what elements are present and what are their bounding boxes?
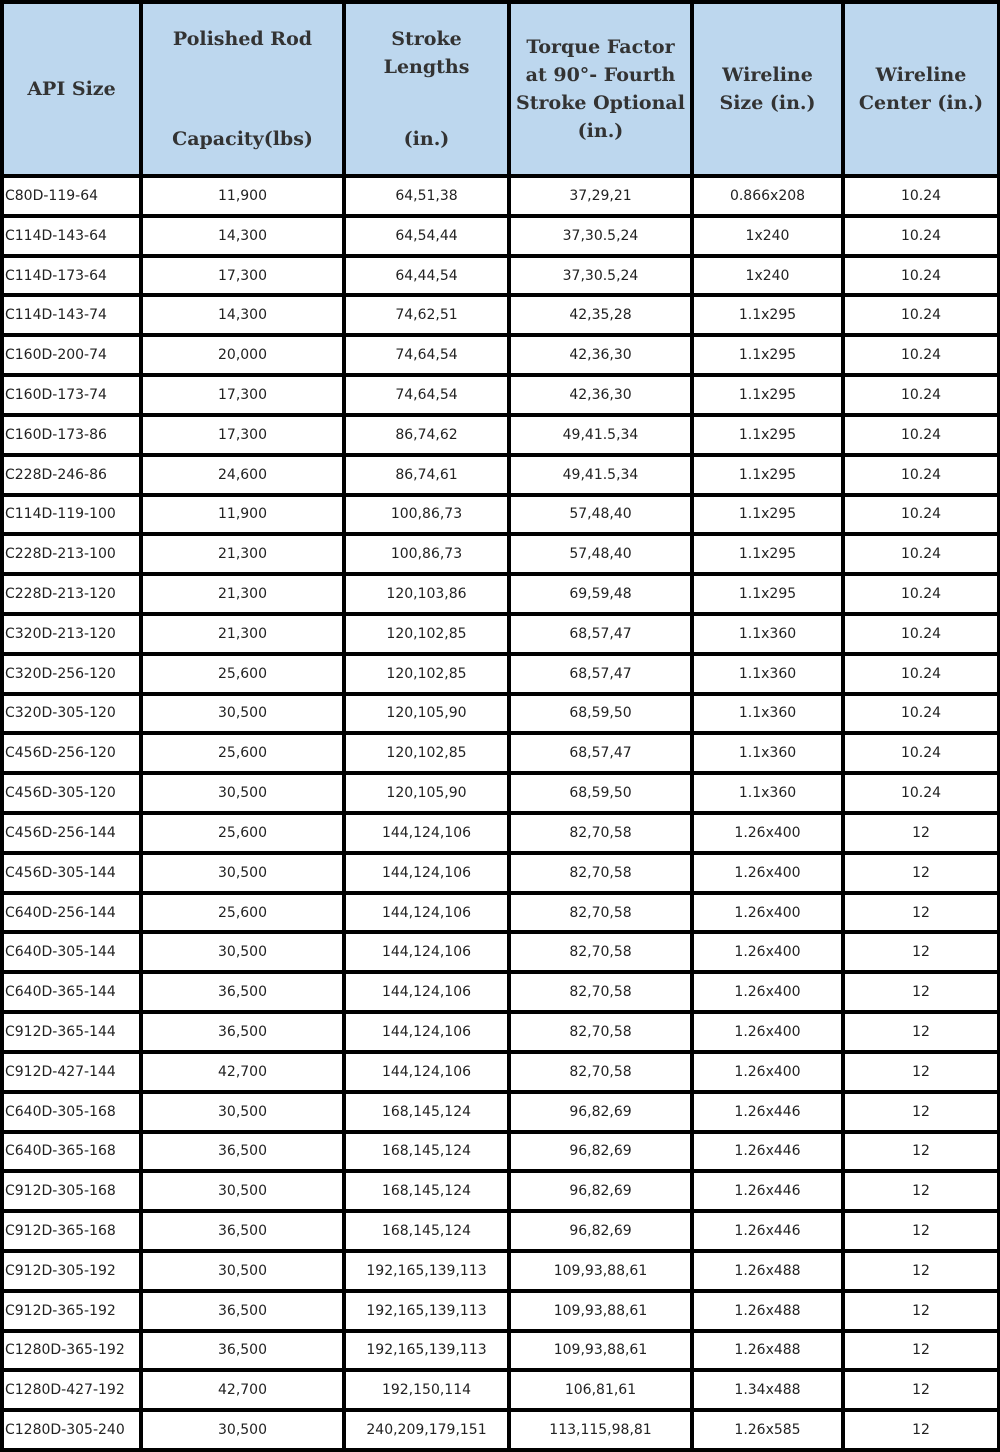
cell-wireline-size: 1.26x400 — [694, 815, 841, 851]
cell-api-size: C228D-213-120 — [4, 576, 139, 612]
cell-wireline-size: 1.26x400 — [694, 934, 841, 970]
header-row — [4, 4, 997, 174]
cell-stroke-lengths: 144,124,106 — [346, 895, 507, 931]
cell-wireline-size: 1.26x400 — [694, 1014, 841, 1050]
cell-wireline-size: 1.1x360 — [694, 735, 841, 771]
table-row — [4, 457, 997, 493]
cell-torque-factor: 68,57,47 — [511, 616, 690, 652]
header-stroke-lengths — [346, 4, 507, 174]
cell-stroke-lengths: 120,102,85 — [346, 616, 507, 652]
cell-api-size: C912D-365-168 — [4, 1213, 139, 1249]
cell-wireline-size: 1.26x400 — [694, 855, 841, 891]
cell-wireline-size: 1.26x488 — [694, 1253, 841, 1289]
cell-wireline-size: 1x240 — [694, 258, 841, 294]
cell-stroke-lengths: 240,209,179,151 — [346, 1412, 507, 1448]
cell-api-size: C456D-256-144 — [4, 815, 139, 851]
table-row — [4, 1014, 997, 1050]
cell-wireline-center: 12 — [845, 1173, 997, 1209]
cell-polished-rod-capacity: 17,300 — [143, 258, 342, 294]
cell-torque-factor: 37,29,21 — [511, 178, 690, 214]
cell-wireline-size: 1.1x360 — [694, 696, 841, 732]
cell-polished-rod-capacity: 11,900 — [143, 178, 342, 214]
cell-polished-rod-capacity: 17,300 — [143, 377, 342, 413]
cell-wireline-size: 1.1x295 — [694, 337, 841, 373]
cell-wireline-center: 10.24 — [845, 536, 997, 572]
table-row — [4, 815, 997, 851]
cell-wireline-size: 1.26x446 — [694, 1134, 841, 1170]
cell-stroke-lengths: 86,74,61 — [346, 457, 507, 493]
cell-stroke-lengths: 168,145,124 — [346, 1134, 507, 1170]
cell-wireline-center: 10.24 — [845, 297, 997, 333]
cell-wireline-center: 12 — [845, 815, 997, 851]
cell-wireline-size: 0.866x208 — [694, 178, 841, 214]
cell-wireline-center: 12 — [845, 1333, 997, 1369]
cell-wireline-size: 1.1x360 — [694, 616, 841, 652]
table-row — [4, 696, 997, 732]
cell-api-size: C320D-213-120 — [4, 616, 139, 652]
cell-polished-rod-capacity: 25,600 — [143, 735, 342, 771]
cell-torque-factor: 68,57,47 — [511, 735, 690, 771]
cell-stroke-lengths: 144,124,106 — [346, 815, 507, 851]
cell-wireline-center: 12 — [845, 1213, 997, 1249]
cell-stroke-lengths: 144,124,106 — [346, 934, 507, 970]
cell-wireline-size: 1x240 — [694, 218, 841, 254]
cell-stroke-lengths: 100,86,73 — [346, 536, 507, 572]
cell-stroke-lengths: 74,64,54 — [346, 377, 507, 413]
cell-wireline-center: 10.24 — [845, 258, 997, 294]
cell-api-size: C114D-119-100 — [4, 497, 139, 533]
cell-polished-rod-capacity: 30,500 — [143, 1173, 342, 1209]
cell-wireline-center: 12 — [845, 855, 997, 891]
cell-torque-factor: 109,93,88,61 — [511, 1333, 690, 1369]
cell-stroke-lengths: 192,165,139,113 — [346, 1333, 507, 1369]
cell-wireline-center: 10.24 — [845, 775, 997, 811]
header-api-size — [4, 4, 139, 174]
cell-api-size: C1280D-365-192 — [4, 1333, 139, 1369]
cell-torque-factor: 96,82,69 — [511, 1213, 690, 1249]
cell-api-size: C456D-256-120 — [4, 735, 139, 771]
cell-api-size: C640D-305-144 — [4, 934, 139, 970]
cell-api-size: C114D-173-64 — [4, 258, 139, 294]
cell-torque-factor: 109,93,88,61 — [511, 1253, 690, 1289]
cell-polished-rod-capacity: 14,300 — [143, 297, 342, 333]
cell-torque-factor: 113,115,98,81 — [511, 1412, 690, 1448]
cell-wireline-size: 1.26x488 — [694, 1293, 841, 1329]
cell-polished-rod-capacity: 42,700 — [143, 1054, 342, 1090]
cell-wireline-center: 12 — [845, 1054, 997, 1090]
cell-stroke-lengths: 64,44,54 — [346, 258, 507, 294]
cell-wireline-center: 10.24 — [845, 616, 997, 652]
cell-stroke-lengths: 100,86,73 — [346, 497, 507, 533]
cell-torque-factor: 69,59,48 — [511, 576, 690, 612]
cell-stroke-lengths: 192,165,139,113 — [346, 1253, 507, 1289]
cell-torque-factor: 37,30.5,24 — [511, 218, 690, 254]
cell-wireline-center: 12 — [845, 1253, 997, 1289]
table-row — [4, 656, 997, 692]
cell-torque-factor: 106,81,61 — [511, 1372, 690, 1408]
table-body — [4, 178, 997, 1448]
cell-wireline-size: 1.26x400 — [694, 1054, 841, 1090]
header-stroke-top: Stroke Lengths — [383, 28, 470, 78]
header-api-size-label: API Size — [27, 78, 116, 100]
cell-api-size: C160D-173-86 — [4, 417, 139, 453]
cell-wireline-center: 10.24 — [845, 457, 997, 493]
cell-polished-rod-capacity: 21,300 — [143, 576, 342, 612]
cell-api-size: C160D-200-74 — [4, 337, 139, 373]
cell-wireline-center: 10.24 — [845, 178, 997, 214]
table-row — [4, 1094, 997, 1130]
cell-torque-factor: 82,70,58 — [511, 1054, 690, 1090]
cell-torque-factor: 57,48,40 — [511, 536, 690, 572]
cell-api-size: C320D-256-120 — [4, 656, 139, 692]
table-row — [4, 1253, 997, 1289]
cell-torque-factor: 68,59,50 — [511, 775, 690, 811]
cell-torque-factor: 82,70,58 — [511, 815, 690, 851]
table-row — [4, 616, 997, 652]
table-row — [4, 735, 997, 771]
cell-stroke-lengths: 144,124,106 — [346, 855, 507, 891]
cell-api-size: C114D-143-64 — [4, 218, 139, 254]
cell-torque-factor: 96,82,69 — [511, 1094, 690, 1130]
cell-wireline-center: 12 — [845, 895, 997, 931]
header-polished-rod-top: Polished Rod — [172, 28, 313, 50]
cell-api-size: C1280D-427-192 — [4, 1372, 139, 1408]
cell-polished-rod-capacity: 25,600 — [143, 815, 342, 851]
cell-torque-factor: 42,36,30 — [511, 377, 690, 413]
cell-stroke-lengths: 86,74,62 — [346, 417, 507, 453]
table-row — [4, 377, 997, 413]
cell-wireline-center: 10.24 — [845, 417, 997, 453]
cell-polished-rod-capacity: 24,600 — [143, 457, 342, 493]
cell-api-size: C912D-427-144 — [4, 1054, 139, 1090]
table-row — [4, 297, 997, 333]
cell-wireline-center: 12 — [845, 1134, 997, 1170]
cell-torque-factor: 68,59,50 — [511, 696, 690, 732]
cell-api-size: C912D-305-168 — [4, 1173, 139, 1209]
cell-polished-rod-capacity: 30,500 — [143, 1253, 342, 1289]
table-row — [4, 218, 997, 254]
cell-wireline-size: 1.1x295 — [694, 297, 841, 333]
cell-wireline-size: 1.1x360 — [694, 775, 841, 811]
cell-polished-rod-capacity: 21,300 — [143, 536, 342, 572]
cell-wireline-center: 12 — [845, 974, 997, 1010]
cell-wireline-center: 12 — [845, 1293, 997, 1329]
cell-torque-factor: 82,70,58 — [511, 974, 690, 1010]
cell-polished-rod-capacity: 36,500 — [143, 1293, 342, 1329]
cell-api-size: C320D-305-120 — [4, 696, 139, 732]
cell-torque-factor: 68,57,47 — [511, 656, 690, 692]
cell-polished-rod-capacity: 36,500 — [143, 1213, 342, 1249]
cell-polished-rod-capacity: 11,900 — [143, 497, 342, 533]
cell-polished-rod-capacity: 30,500 — [143, 696, 342, 732]
cell-wireline-size: 1.34x488 — [694, 1372, 841, 1408]
cell-api-size: C640D-305-168 — [4, 1094, 139, 1130]
cell-wireline-size: 1.26x446 — [694, 1213, 841, 1249]
cell-stroke-lengths: 144,124,106 — [346, 1014, 507, 1050]
cell-wireline-size: 1.1x295 — [694, 497, 841, 533]
cell-stroke-lengths: 144,124,106 — [346, 1054, 507, 1090]
cell-polished-rod-capacity: 25,600 — [143, 895, 342, 931]
cell-api-size: C912D-365-192 — [4, 1293, 139, 1329]
cell-torque-factor: 96,82,69 — [511, 1173, 690, 1209]
cell-polished-rod-capacity: 20,000 — [143, 337, 342, 373]
cell-api-size: C912D-305-192 — [4, 1253, 139, 1289]
table-row — [4, 576, 997, 612]
cell-wireline-center: 12 — [845, 1372, 997, 1408]
table-row — [4, 258, 997, 294]
cell-polished-rod-capacity: 30,500 — [143, 855, 342, 891]
table-header — [4, 4, 997, 174]
cell-polished-rod-capacity: 30,500 — [143, 775, 342, 811]
cell-polished-rod-capacity: 21,300 — [143, 616, 342, 652]
cell-api-size: C1280D-305-240 — [4, 1412, 139, 1448]
cell-stroke-lengths: 74,62,51 — [346, 297, 507, 333]
cell-polished-rod-capacity: 36,500 — [143, 1134, 342, 1170]
cell-torque-factor: 109,93,88,61 — [511, 1293, 690, 1329]
cell-torque-factor: 49,41.5,34 — [511, 417, 690, 453]
cell-wireline-center: 10.24 — [845, 377, 997, 413]
cell-wireline-size: 1.1x360 — [694, 656, 841, 692]
cell-torque-factor: 82,70,58 — [511, 855, 690, 891]
table-row — [4, 1333, 997, 1369]
table-row — [4, 1173, 997, 1209]
cell-wireline-size: 1.26x400 — [694, 895, 841, 931]
header-polished-rod — [143, 4, 342, 174]
header-wireline-center — [845, 4, 997, 174]
cell-stroke-lengths: 192,165,139,113 — [346, 1293, 507, 1329]
cell-polished-rod-capacity: 17,300 — [143, 417, 342, 453]
cell-api-size: C80D-119-64 — [4, 178, 139, 214]
cell-api-size: C228D-246-86 — [4, 457, 139, 493]
cell-api-size: C114D-143-74 — [4, 297, 139, 333]
cell-torque-factor: 42,35,28 — [511, 297, 690, 333]
cell-polished-rod-capacity: 14,300 — [143, 218, 342, 254]
cell-torque-factor: 37,30.5,24 — [511, 258, 690, 294]
table-row — [4, 337, 997, 373]
cell-polished-rod-capacity: 42,700 — [143, 1372, 342, 1408]
cell-api-size: C640D-365-168 — [4, 1134, 139, 1170]
cell-stroke-lengths: 168,145,124 — [346, 1094, 507, 1130]
table-row — [4, 974, 997, 1010]
cell-polished-rod-capacity: 30,500 — [143, 934, 342, 970]
cell-torque-factor: 82,70,58 — [511, 934, 690, 970]
cell-wireline-size: 1.26x446 — [694, 1094, 841, 1130]
table-row — [4, 178, 997, 214]
table-row — [4, 497, 997, 533]
cell-wireline-size: 1.26x446 — [694, 1173, 841, 1209]
header-wireline-size-label: Wireline Size (in.) — [719, 64, 816, 114]
header-wireline-size — [694, 4, 841, 174]
cell-wireline-size: 1.26x400 — [694, 974, 841, 1010]
cell-api-size: C640D-256-144 — [4, 895, 139, 931]
cell-api-size: C640D-365-144 — [4, 974, 139, 1010]
table-row — [4, 1054, 997, 1090]
table-row — [4, 1213, 997, 1249]
cell-polished-rod-capacity: 36,500 — [143, 974, 342, 1010]
cell-stroke-lengths: 120,105,90 — [346, 775, 507, 811]
cell-stroke-lengths: 120,105,90 — [346, 696, 507, 732]
cell-wireline-center: 12 — [845, 934, 997, 970]
table-row — [4, 934, 997, 970]
table-row — [4, 1293, 997, 1329]
cell-wireline-size: 1.26x488 — [694, 1333, 841, 1369]
cell-api-size: C228D-213-100 — [4, 536, 139, 572]
table-row — [4, 536, 997, 572]
cell-polished-rod-capacity: 30,500 — [143, 1094, 342, 1130]
cell-wireline-size: 1.1x295 — [694, 377, 841, 413]
cell-polished-rod-capacity: 36,500 — [143, 1014, 342, 1050]
cell-stroke-lengths: 64,54,44 — [346, 218, 507, 254]
cell-wireline-center: 10.24 — [845, 696, 997, 732]
table-row — [4, 1412, 997, 1448]
cell-wireline-size: 1.1x295 — [694, 457, 841, 493]
header-torque-factor — [511, 4, 690, 174]
cell-wireline-center: 12 — [845, 1014, 997, 1050]
cell-stroke-lengths: 120,102,85 — [346, 735, 507, 771]
cell-stroke-lengths: 192,150,114 — [346, 1372, 507, 1408]
cell-wireline-size: 1.1x295 — [694, 417, 841, 453]
cell-api-size: C456D-305-144 — [4, 855, 139, 891]
cell-wireline-center: 10.24 — [845, 337, 997, 373]
cell-torque-factor: 42,36,30 — [511, 337, 690, 373]
cell-wireline-center: 12 — [845, 1094, 997, 1130]
cell-wireline-center: 12 — [845, 1412, 997, 1448]
table-row — [4, 855, 997, 891]
cell-stroke-lengths: 74,64,54 — [346, 337, 507, 373]
cell-torque-factor: 82,70,58 — [511, 895, 690, 931]
cell-stroke-lengths: 168,145,124 — [346, 1213, 507, 1249]
cell-wireline-center: 10.24 — [845, 497, 997, 533]
cell-polished-rod-capacity: 30,500 — [143, 1412, 342, 1448]
cell-wireline-center: 10.24 — [845, 576, 997, 612]
cell-stroke-lengths: 120,102,85 — [346, 656, 507, 692]
header-torque-label: Torque Factor at 90°- Fourth Stroke Optional (in.) — [516, 36, 685, 142]
cell-wireline-size: 1.1x295 — [694, 576, 841, 612]
table-row — [4, 895, 997, 931]
cell-stroke-lengths: 168,145,124 — [346, 1173, 507, 1209]
table-row — [4, 417, 997, 453]
cell-api-size: C912D-365-144 — [4, 1014, 139, 1050]
table-row — [4, 775, 997, 811]
cell-wireline-center: 10.24 — [845, 656, 997, 692]
cell-polished-rod-capacity: 36,500 — [143, 1333, 342, 1369]
cell-api-size: C456D-305-120 — [4, 775, 139, 811]
cell-stroke-lengths: 64,51,38 — [346, 178, 507, 214]
cell-stroke-lengths: 144,124,106 — [346, 974, 507, 1010]
cell-wireline-center: 10.24 — [845, 218, 997, 254]
table-row — [4, 1372, 997, 1408]
cell-wireline-center: 10.24 — [845, 735, 997, 771]
cell-torque-factor: 49,41.5,34 — [511, 457, 690, 493]
header-polished-rod-bottom: Capacity(lbs) — [172, 128, 313, 150]
cell-wireline-size: 1.1x295 — [694, 536, 841, 572]
cell-api-size: C160D-173-74 — [4, 377, 139, 413]
cell-torque-factor: 96,82,69 — [511, 1134, 690, 1170]
cell-torque-factor: 57,48,40 — [511, 497, 690, 533]
header-wireline-center-label: Wireline Center (in.) — [858, 64, 984, 114]
cell-wireline-size: 1.26x585 — [694, 1412, 841, 1448]
cell-polished-rod-capacity: 25,600 — [143, 656, 342, 692]
header-stroke-bottom: (in.) — [403, 128, 450, 150]
cell-stroke-lengths: 120,103,86 — [346, 576, 507, 612]
cell-torque-factor: 82,70,58 — [511, 1014, 690, 1050]
table-row — [4, 1134, 997, 1170]
